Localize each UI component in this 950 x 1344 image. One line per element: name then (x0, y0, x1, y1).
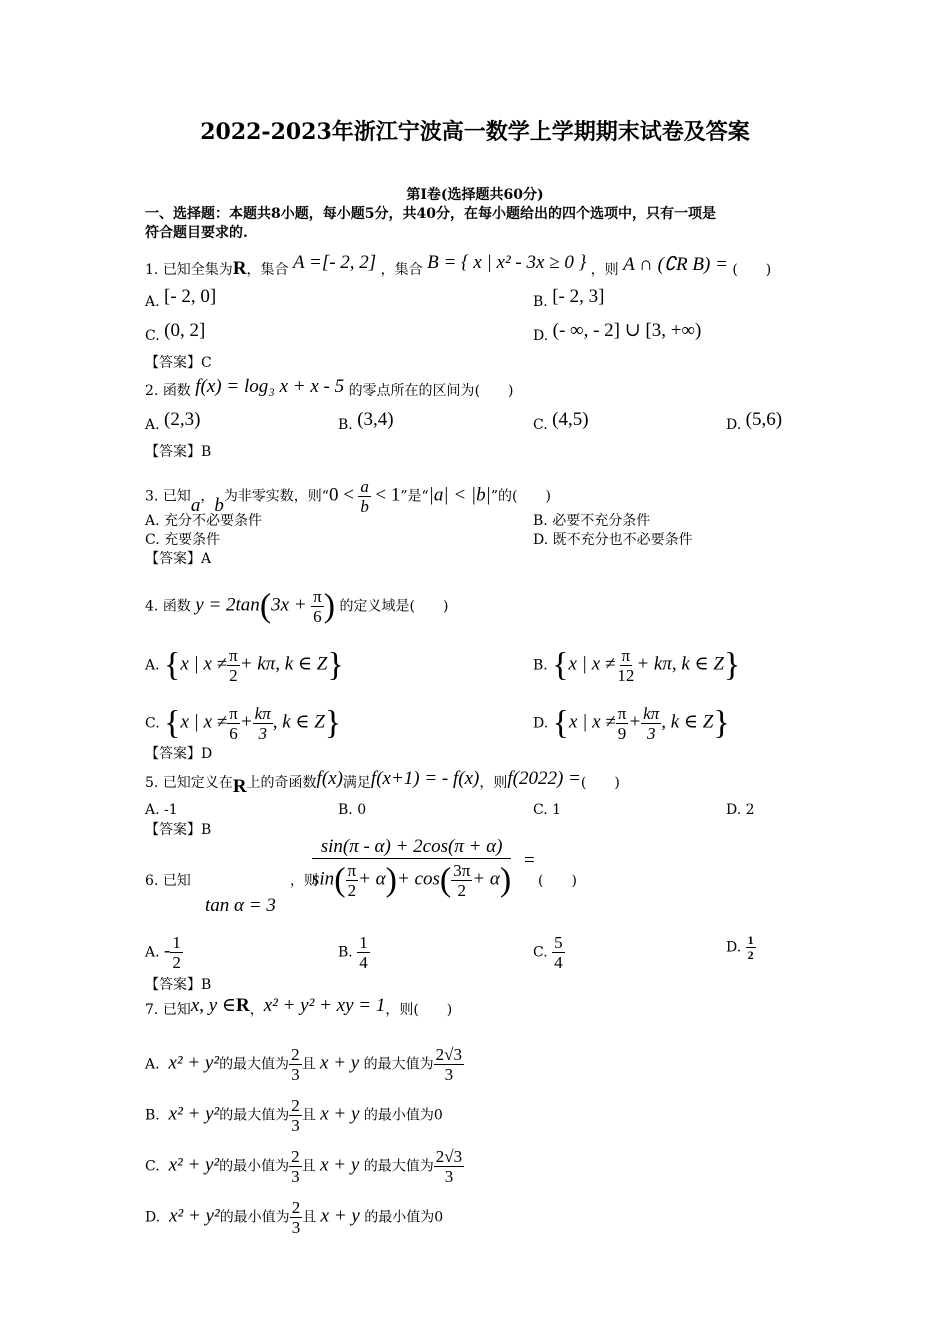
question-7-stem: 7. 已知x, y ∈R，x² + y² + xy = 1，则( ) (145, 995, 453, 1018)
question-1-option-a: A. [- 2, 0] (145, 286, 217, 310)
question-1-answer: 【答案】C (145, 355, 212, 371)
question-5-option-b: B. 0 (338, 802, 367, 818)
question-7-option-d: D. x² + y²的最小值为 $\frac{2}{3}$ 且 x + y 的最小值为0 (145, 1198, 444, 1237)
question-7-option-b: B. x² + y²的最大值为 $\frac{2}{3}$ 且 x + y 的最小值为0 (145, 1096, 443, 1135)
question-5-option-d: D. 2 (726, 802, 755, 818)
set-b-expression: B = { x | x² - 3x ≥ 0 } (427, 252, 587, 273)
question-6-stem: 6. 已知 (145, 873, 191, 889)
question-5-option-a: A. -1 (145, 802, 178, 818)
question-1-stem: 1. 已知全集为R，集合 A =[- 2, 2] ，集合 B = { x | x² - 3x ≥ 0 } ，则 A ∩ (∁R B) = ( ) (145, 252, 772, 279)
set-a-expression: A =[- 2, 2] (293, 252, 377, 273)
question-3-option-d: D. 既不充分也不必要条件 (533, 532, 693, 548)
question-3-option-a: A. 充分不必要条件 (145, 513, 263, 529)
question-3-option-c: C. 充要条件 (145, 532, 221, 548)
question-2-option-b: B. (3,4) (338, 409, 394, 433)
intersection-expression: A ∩ (∁R B) = (623, 254, 728, 275)
question-4-option-c: C. {x | x ≠ $\frac{\pi}{6}$ + $\frac{k\pi}{3}$ , k ∈ Z} (145, 704, 342, 743)
question-3-stem: 3. 已知a，b为非零实数，则“0 < $\frac{a}{b}$ < 1”是“|a| < |b|”的( ) (145, 477, 551, 516)
question-3-answer: 【答案】A (145, 551, 212, 567)
fraction-numerator: sin(π - α) + 2cos(π + α) (312, 838, 511, 859)
question-6-option-b: B. $\frac{1}{4}$ (338, 933, 368, 972)
fraction-denominator: sin( $\frac{\pi}{2}$ + α)+ cos( $\frac{3\pi}{2}$ + α) (312, 861, 512, 900)
page-title: 2022-2023年浙江宁波高一数学上学期期末试卷及答案 (200, 119, 750, 145)
question-1-option-d: D. (- ∞, - 2] ∪ [3, +∞) (533, 320, 702, 344)
question-2-option-a: A. (2,3) (145, 409, 201, 433)
question-2-answer: 【答案】B (145, 444, 212, 460)
question-2-stem: 2. 函数 f(x) = log₃ x + x - 5 的零点所在的区间为( ) (145, 376, 514, 399)
question-7-option-c: C. x² + y²的最小值为 $\frac{2}{3}$ 且 x + y 的最大值为 $\frac{2√3}{3}$ (145, 1147, 463, 1186)
question-6-option-d: D. $\frac{1}{2}$ (726, 933, 754, 962)
question-5-stem: 5. 已知定义在R上的奇函数f(x)满足f(x+1) = - f(x)，则f(2022) =( ) (145, 768, 620, 797)
question-6-option-a: A. - $\frac{1}{2}$ (145, 933, 181, 972)
question-3-option-b: B. 必要不充分条件 (533, 513, 651, 529)
question-5-option-c: C. 1 (533, 802, 562, 818)
exam-page: 2022-2023年浙江宁波高一数学上学期期末试卷及答案 第Ⅰ卷(选择题共60分) 一、选择题：本题共8小题，每小题5分，共40分，在每小题给出的四个选项中，只有一项是 符合题目要求的. 1. 已知全集为R，集合 A =[- 2, 2] ，集合 B = { x | x² - 3x ≥ 0 } ，则 A ∩ (∁R B) = ( ) A. [- 2, 0] B. [- 2, 3] C. (0, 2] D. (- ∞, - 2] ∪ [3, +∞) 【答案】C 2. 函数 f(x) = log₃ x + x - 5 的零点所在的区间为( ) A. (2,3) B. (3,4) C. (4,5) D. (5,6) 【答案】B 3. 已知a，b为非零实数，则“0 < $\frac{a}{b}$ < 1”是“|a| < |b|”的( ) A. 充分不必要条件 B. 必要不充分条件 C. 充要条件 D. 既不充分也不必要条件 【答案】A 4. 函数 y = 2tan(3x + $\frac{\pi}{6}$ ) 的定义域是( ) A. {x | x ≠ $\frac{\pi}{2}$ + kπ, k ∈ Z} B. {x | x ≠ $\frac{\pi}{12}$ + kπ, k ∈ Z} C. {x | x ≠ $\frac{\pi}{6}$ + $\frac{k\pi}{3}$ , k ∈ Z} D. {x | x ≠ $\frac{\pi}{9}$ + $\frac{k\pi}{3}$ , k ∈ Z} 【答案】D 5. 已知定义在R上的奇函数f(x)满足f(x+1) = - f(x)，则f(2022) =( ) A. -1 B. 0 C. 1 D. 2 【答案】B 6. 已知 tan α = 3 ，则 sin(π - α) + 2cos(π + α) sin( $\frac{\pi}{2}$ + α)+ cos( $\frac{3\pi}{2}$ + α) = ( ) A. - $\frac{1}{2}$ B. $\frac{1}{4}$ C. $\frac{5}{4}$ D. $\frac{1}{2}$ 【答案】B 7. 已知x, y ∈R，x² + y² + xy = 1，则( ) A. x² + y²的最大值为 $\frac{2}{3}$ 且 x + y 的最大值为 $\frac{2√3}{3}$ B. x² + y²的最大值为 $\frac{2}{3}$ 且 x + y 的最小值为0 C. x² + y²的最小值为 $\frac{2}{3}$ 且 x + y 的最大值为 $\frac{2√3}{3}$ D. x² + y²的最小值为 $\frac{2}{3}$ 且 x + y 的最小值为0 (0, 0, 950, 1344)
question-2-option-c: C. (4,5) (533, 409, 589, 433)
question-4-answer: 【答案】D (145, 746, 213, 762)
question-number: 1. (145, 262, 159, 278)
function-expression: f(x) = log₃ x + x - 5 (195, 376, 345, 397)
question-6-answer: 【答案】B (145, 977, 212, 993)
instructions-line-1: 一、选择题：本题共8小题，每小题5分，共40分，在每小题给出的四个选项中，只有一项是 (145, 206, 716, 222)
question-1-option-b: B. [- 2, 3] (533, 286, 605, 310)
question-1-option-c: C. (0, 2] (145, 320, 206, 344)
question-4-option-a: A. {x | x ≠ $\frac{\pi}{2}$ + kπ, k ∈ Z} (145, 646, 344, 685)
question-6-option-c: C. $\frac{5}{4}$ (533, 933, 563, 972)
abs-inequality: |a| < |b| (428, 484, 491, 506)
question-4-stem: 4. 函数 y = 2tan(3x + $\frac{\pi}{6}$ ) 的定义域是( ) (145, 587, 449, 626)
section-header: 第Ⅰ卷(选择题共60分) (406, 187, 544, 203)
tan-condition: tan α = 3 (205, 895, 276, 916)
question-6-fraction (312, 838, 511, 900)
question-5-answer: 【答案】B (145, 822, 212, 838)
question-4-option-d: D. {x | x ≠ $\frac{\pi}{9}$ + $\frac{k\pi}{3}$ , k ∈ Z} (533, 704, 730, 743)
question-2-option-d: D. (5,6) (726, 409, 783, 433)
fraction-a-over-b: $\frac{a}{b}$ (360, 477, 369, 516)
question-4-option-b: B. {x | x ≠ $\frac{\pi}{12}$ + kπ, k ∈ Z} (533, 646, 741, 685)
question-7-option-a: A. x² + y²的最大值为 $\frac{2}{3}$ 且 x + y 的最大值为 $\frac{2√3}{3}$ (145, 1045, 462, 1084)
answer-blank: ( ) (732, 262, 772, 278)
instructions-line-2: 符合题目要求的. (145, 225, 248, 241)
